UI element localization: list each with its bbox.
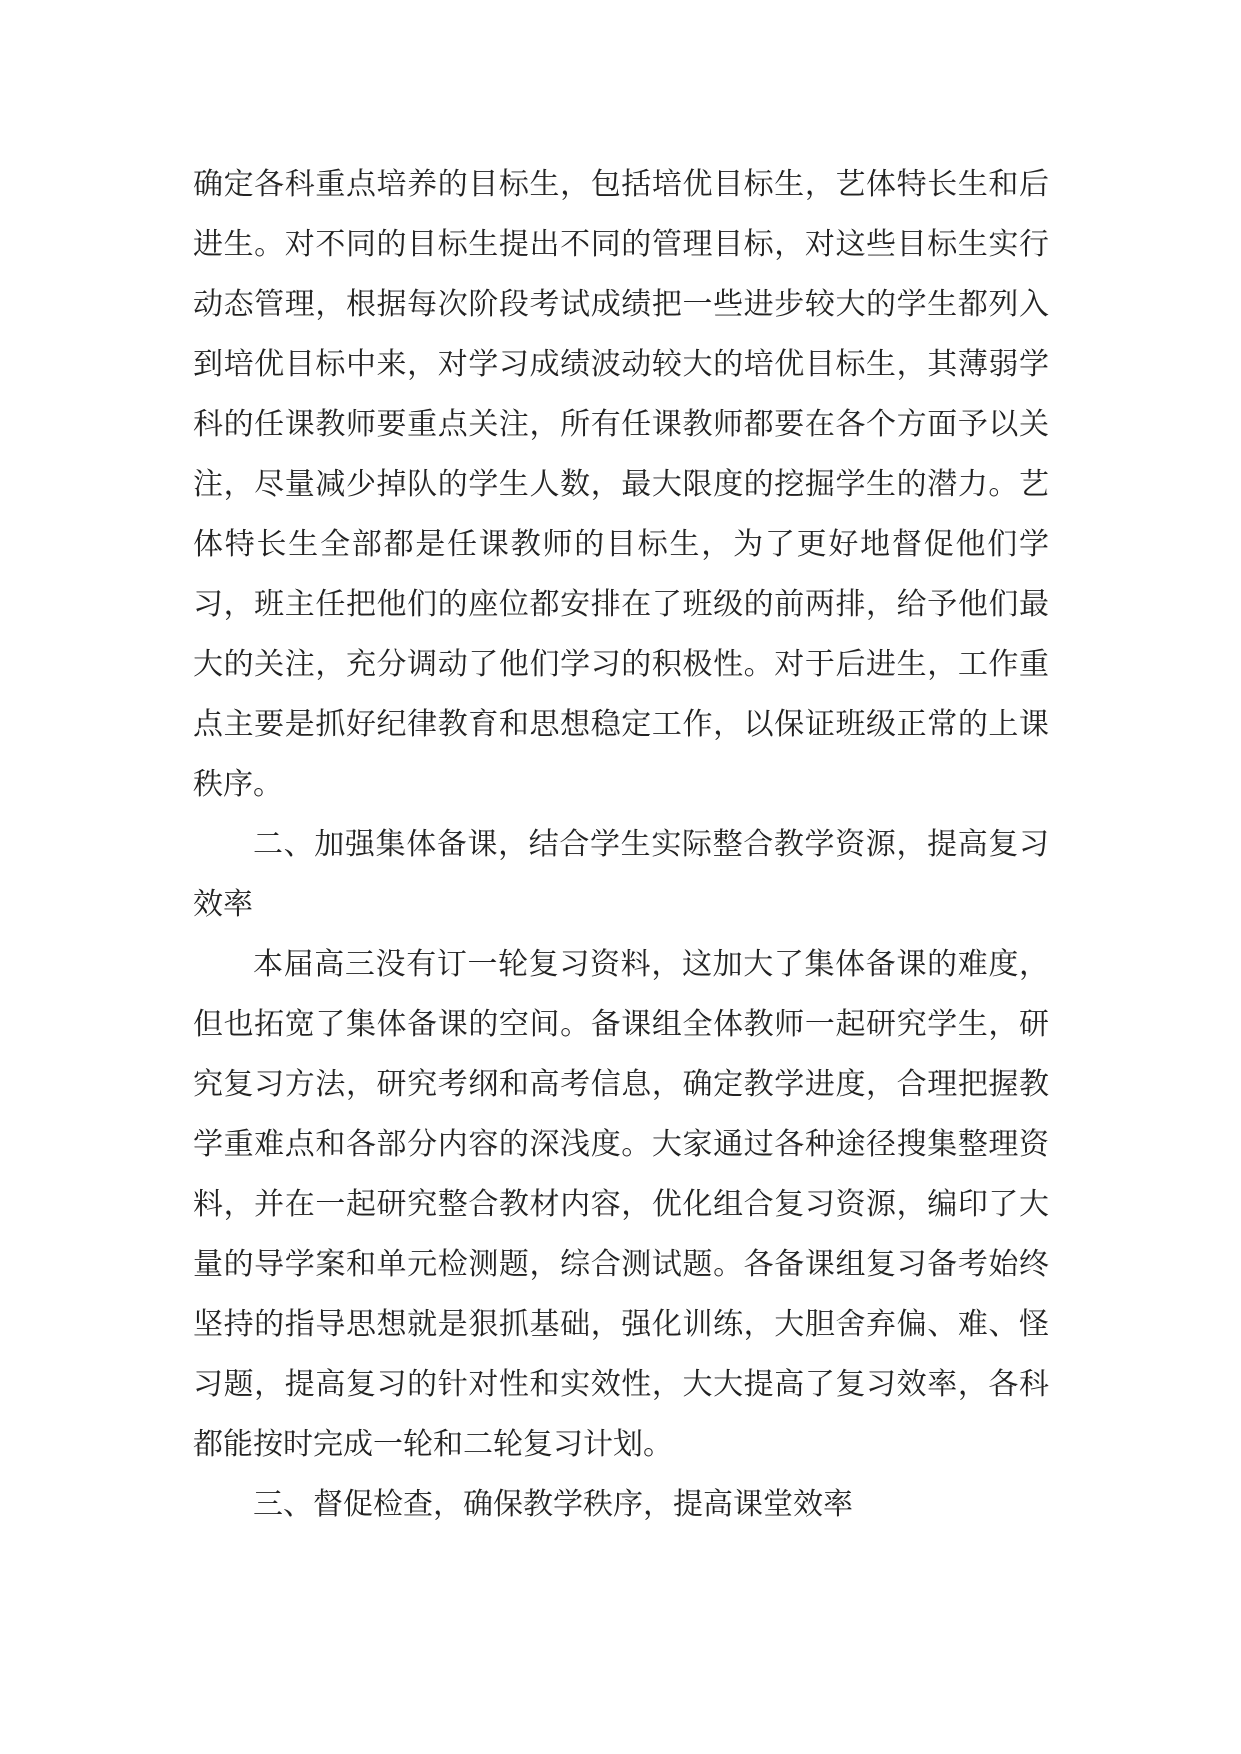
paragraph-collective-lesson-prep: 本届高三没有订一轮复习资料，这加大了集体备课的难度，但也拓宽了集体备课的空间。备课组全体教师一起研究学生，研究复习方法，研究考纲和高考信息，确定教学进度，合理把握教学重难点和各部分内容的深浅度。大家通过各种途径搜集整理资料，并在一起研究整合教材内容，优化组合复习资源，编印了大量的导学案和单元检测题，综合测试题。各备课组复习备考始终坚持的指导思想就是狠抓基础，强化训练，大胆舍弃偏、难、怪习题，提高复习的针对性和实效性，大大提高了复习效率，各科都能按时完成一轮和二轮复习计划。 bbox=[193, 947, 1049, 1462]
paragraph-target-students: 确定各科重点培养的目标生，包括培优目标生，艺体特长生和后进生。对不同的目标生提出不同的管理目标，对这些目标生实行动态管理，根据每次阶段考试成绩把一些进步较大的学生都列入到培优目标中来，对学习成绩波动较大的培优目标生，其薄弱学科的任课教师要重点关注，所有任课教师都要在各个方面予以关注，尽量减少掉队的学生人数，最大限度的挖掘学生的潜力。艺体特长生全部都是任课教师的目标生，为了更好地督促他们学习，班主任把他们的座位都安排在了班级的前两排，给予他们最大的关注，充分调动了他们学习的积极性。对于后进生，工作重点主要是抓好纪律教育和思想稳定工作，以保证班级正常的上课秩序。 bbox=[193, 167, 1049, 802]
section-heading-collective-lesson-prep: 二、加强集体备课，结合学生实际整合教学资源，提高复习效率 bbox=[193, 827, 1049, 922]
document-page bbox=[193, 155, 1049, 1535]
section-heading-supervision: 三、督促检查，确保教学秩序，提高课堂效率 bbox=[253, 1487, 853, 1522]
